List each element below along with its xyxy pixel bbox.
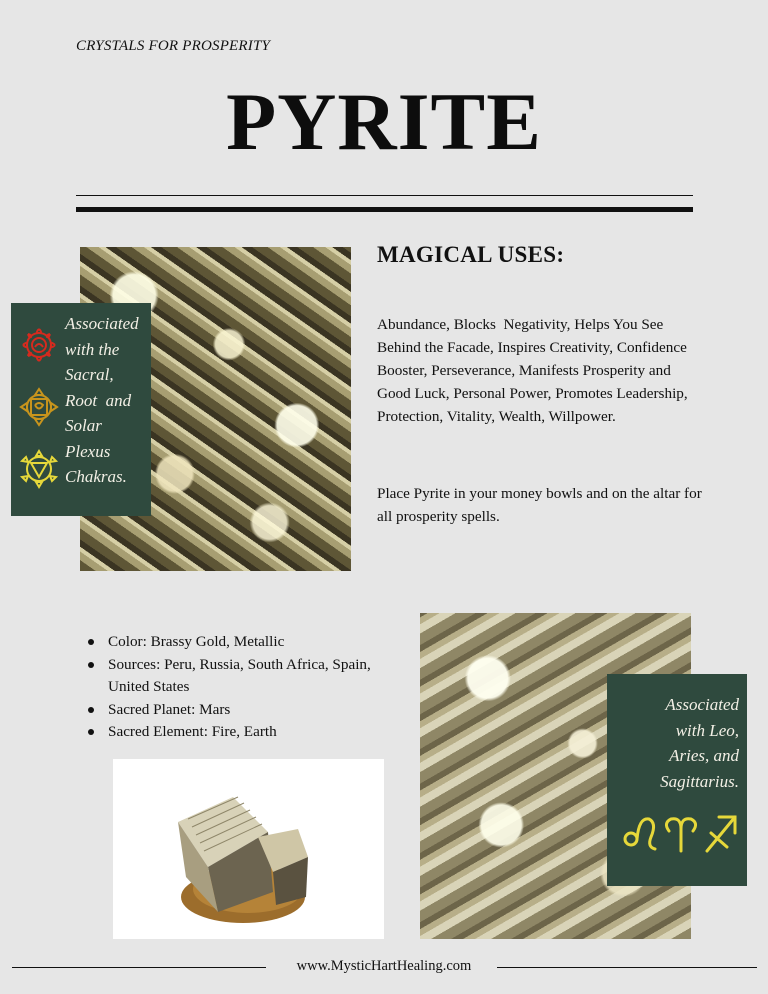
zodiac-line: Aries, and	[669, 746, 739, 765]
bullet-icon	[88, 662, 94, 668]
pyrite-cube-photo	[113, 759, 384, 939]
chakra-line: Solar	[65, 416, 102, 435]
magical-uses-heading: MAGICAL USES:	[377, 242, 565, 267]
pyrite-cube-illustration	[158, 777, 308, 927]
footer-line-right	[497, 967, 757, 968]
sacral-chakra-icon	[17, 323, 61, 367]
zodiac-icons	[623, 811, 739, 855]
list-item	[88, 721, 398, 744]
chakra-icons	[17, 323, 63, 509]
chakra-line: Root and	[65, 390, 132, 410]
list-item	[88, 654, 398, 699]
zodiac-line: with Leo,	[675, 720, 739, 740]
zodiac-text	[613, 692, 739, 794]
property-text: Sacred Planet: Mars	[108, 700, 231, 718]
zodiac-line: Sagittarius.	[660, 771, 739, 791]
chakra-line: Plexus	[65, 441, 111, 461]
page-title: PYRITE	[226, 76, 542, 167]
title-divider-thick	[76, 207, 693, 212]
root-chakra-icon	[17, 385, 61, 429]
magical-uses-note: Place Pyrite in your money bowls and on the altar for all prosperity spells.	[377, 485, 702, 525]
chakra-line: Sacral,	[65, 365, 114, 384]
list-item	[88, 699, 398, 722]
list-item	[88, 631, 398, 654]
chakra-line: Associated	[65, 314, 139, 333]
sagittarius-icon	[707, 817, 735, 851]
zodiac-panel	[607, 674, 747, 886]
property-text: Sacred Element: Fire, Earth	[108, 723, 277, 741]
chakra-text	[65, 311, 155, 490]
bullet-icon	[88, 729, 94, 735]
solar-plexus-chakra-icon	[17, 447, 61, 491]
magical-uses-text: Abundance, Blocks Negativity, Helps You See Behind the Facade, Inspires Creativity, Confidence Booster, Perseverance, Manifests Prosperity and Good Luck, Personal Power, Promotes Leadership, Protection, Vitality, Wealth, Willpower.	[377, 316, 692, 425]
aries-icon	[666, 819, 695, 851]
footer-url[interactable]: www.MysticHartHealing.com	[296, 958, 472, 974]
bullet-icon	[88, 707, 94, 713]
property-text: Sources: Peru, Russia, South Africa, Spain, United States	[108, 655, 371, 696]
property-text: Color: Brassy Gold, Metallic	[108, 633, 285, 650]
bullet-icon	[88, 639, 94, 645]
leo-icon	[625, 819, 655, 849]
title-divider-thin	[76, 195, 693, 196]
page-subtitle: CRYSTALS FOR PROSPERITY	[76, 38, 271, 54]
chakra-panel	[11, 303, 151, 516]
properties-list	[88, 631, 398, 744]
chakra-line: with the	[65, 339, 120, 359]
zodiac-line: Associated	[665, 695, 739, 714]
chakra-line: Chakras.	[65, 467, 127, 486]
